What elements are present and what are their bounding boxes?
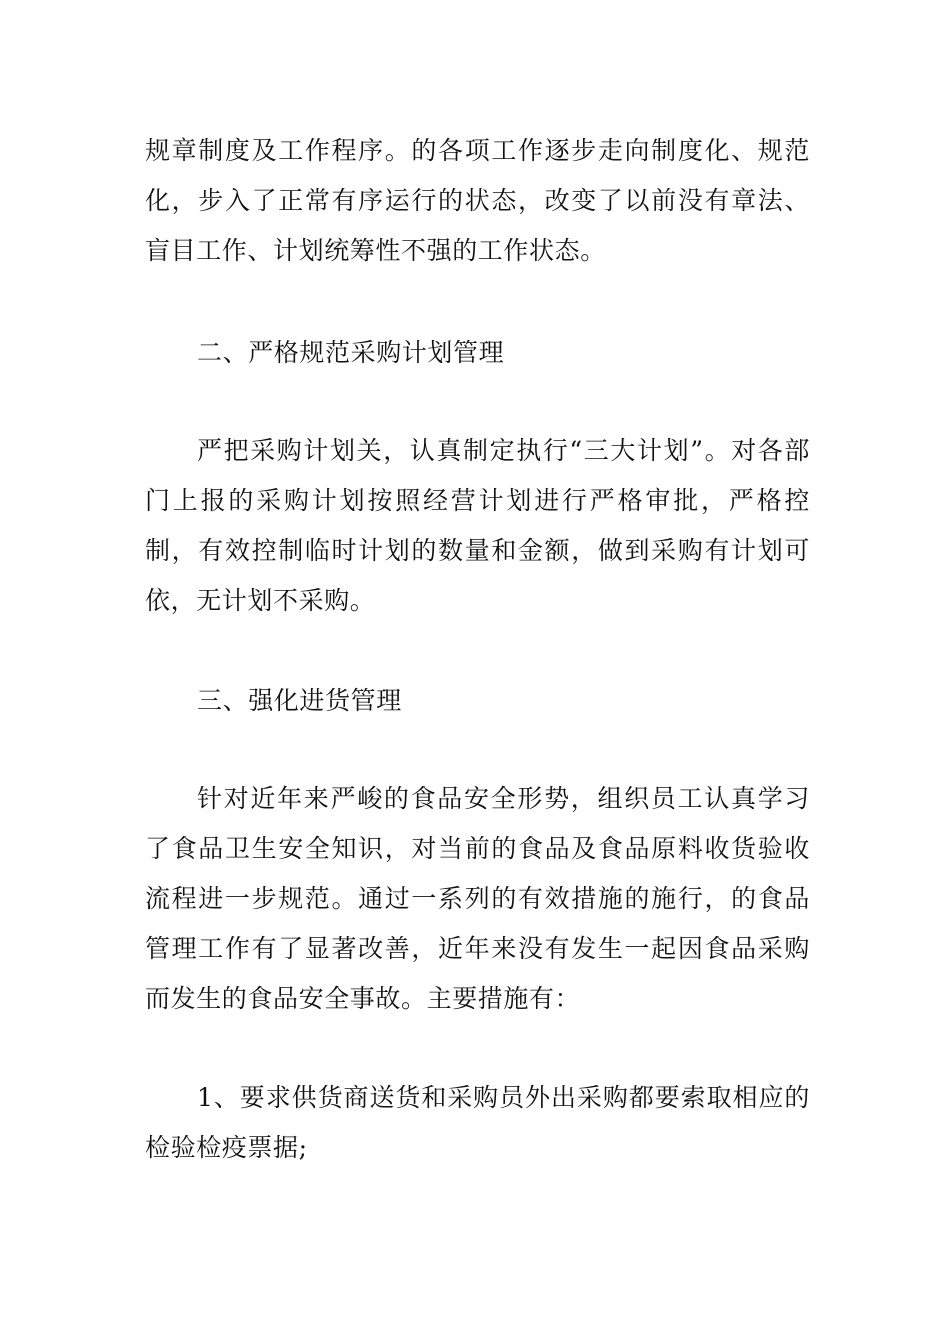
section-heading-2: 二、严格规范采购计划管理 [197, 338, 505, 367]
section-heading-3: 三、强化进货管理 [197, 686, 402, 715]
paragraph-food-safety: 针对近年来严峻的食品安全形势，组织员工认真学习了食品卫生安全知识，对当前的食品及食品原料收货验收流程进一步规范。通过一系列的有效措施的施行，的食品管理工作有了显著改善，近年来没有发生一起因食品采购而发生的食品安全事故。主要措施有： [145, 784, 810, 1013]
paragraph-measure-1: 1、要求供货商送货和采购员外出采购都要索取相应的检验检疫票据; [145, 1083, 810, 1162]
paragraph-procurement-plan: 严把采购计划关，认真制定执行“三大计划”。对各部门上报的采购计划按照经营计划进行严格审批，严格控制，有效控制临时计划的数量和金额，做到采购有计划可依，无计划不采购。 [145, 436, 810, 615]
paragraph-continuation: 规章制度及工作程序。的各项工作逐步走向制度化、规范化，步入了正常有序运行的状态，改变了以前没有章法、盲目工作、计划统筹性不强的工作状态。 [145, 136, 810, 265]
